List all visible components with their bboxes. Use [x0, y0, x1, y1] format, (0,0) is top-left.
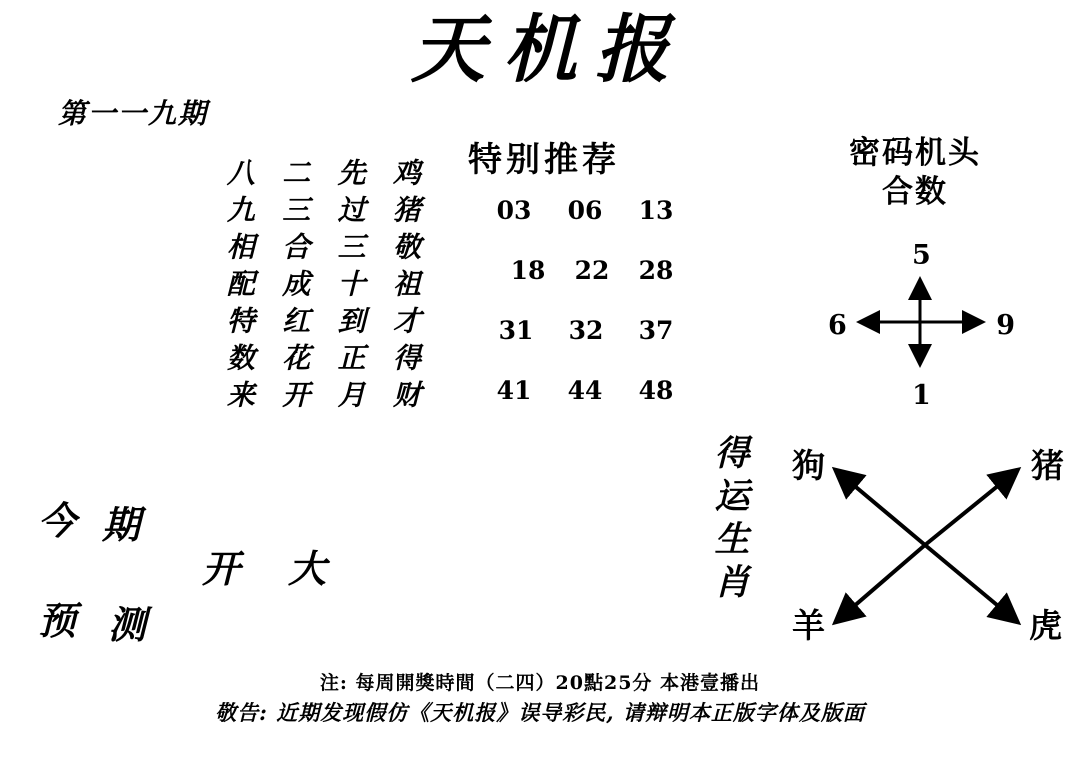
table-row [490, 316, 680, 345]
forecast-char-jin: 今 [38, 498, 77, 543]
forecast-char-yu: 预 [38, 598, 77, 643]
poem-block [40, 158, 420, 428]
recommendation-title: 特别推荐 [468, 140, 620, 180]
rec-number: 44 [567, 376, 603, 405]
poem-column-3: 二三合成红花开 [278, 158, 312, 417]
rec-number: 18 [510, 256, 546, 285]
code-head-number-bottom: 1 [912, 380, 931, 411]
forecast-char-kai: 开 [202, 546, 241, 591]
table-row [490, 376, 680, 405]
zodiac-top-left: 狗 [792, 446, 825, 485]
rec-number: 28 [638, 256, 674, 285]
code-head-title [800, 134, 1030, 212]
forecast-block [30, 490, 390, 660]
footer-note-broadcast: 注: 每周開獎時間（二四）20點25分 本港壹播出 [319, 672, 761, 694]
page-title: 天机报 [411, 7, 687, 93]
rec-number: 32 [568, 316, 604, 345]
poem-column-1: 鸡猪敬祖才得财 [389, 158, 422, 417]
forecast-char-ce: 测 [108, 602, 147, 647]
code-head-cross [820, 240, 1020, 410]
zodiac-label: 得运生肖 [709, 434, 750, 606]
rec-number: 31 [498, 316, 534, 345]
rec-number: 48 [638, 376, 674, 405]
zodiac-cross-block [780, 430, 1070, 660]
issue-number: 第一一九期 [58, 97, 209, 130]
code-head-number-right: 9 [996, 310, 1015, 341]
rec-number: 37 [638, 316, 674, 345]
rec-number: 13 [638, 196, 674, 225]
rec-number: 06 [567, 196, 603, 225]
poem-column-4: 八九相配特数来 [222, 158, 256, 417]
zodiac-bottom-left: 羊 [792, 606, 825, 645]
table-row [490, 196, 680, 225]
forecast-char-qi: 期 [102, 502, 141, 547]
poem-column-2: 先过三十到正月 [333, 158, 367, 417]
code-head-number-top: 5 [912, 240, 931, 271]
rec-number: 22 [574, 256, 610, 285]
rec-number: 03 [496, 196, 532, 225]
zodiac-bottom-right: 虎 [1029, 606, 1062, 645]
code-head-number-left: 6 [828, 310, 847, 341]
forecast-char-da: 大 [288, 546, 327, 591]
code-head-title-line1: 密码机头 [849, 135, 981, 171]
table-row [490, 256, 680, 285]
recommendation-grid [490, 196, 680, 436]
rec-number: 41 [496, 376, 532, 405]
zodiac-top-right: 猪 [1031, 446, 1064, 485]
code-head-title-line2: 合数 [882, 173, 948, 210]
footer-note-warning: 敬告: 近期发现假仿《天机报》误导彩民, 请辩明本正版字体及版面 [215, 700, 865, 725]
